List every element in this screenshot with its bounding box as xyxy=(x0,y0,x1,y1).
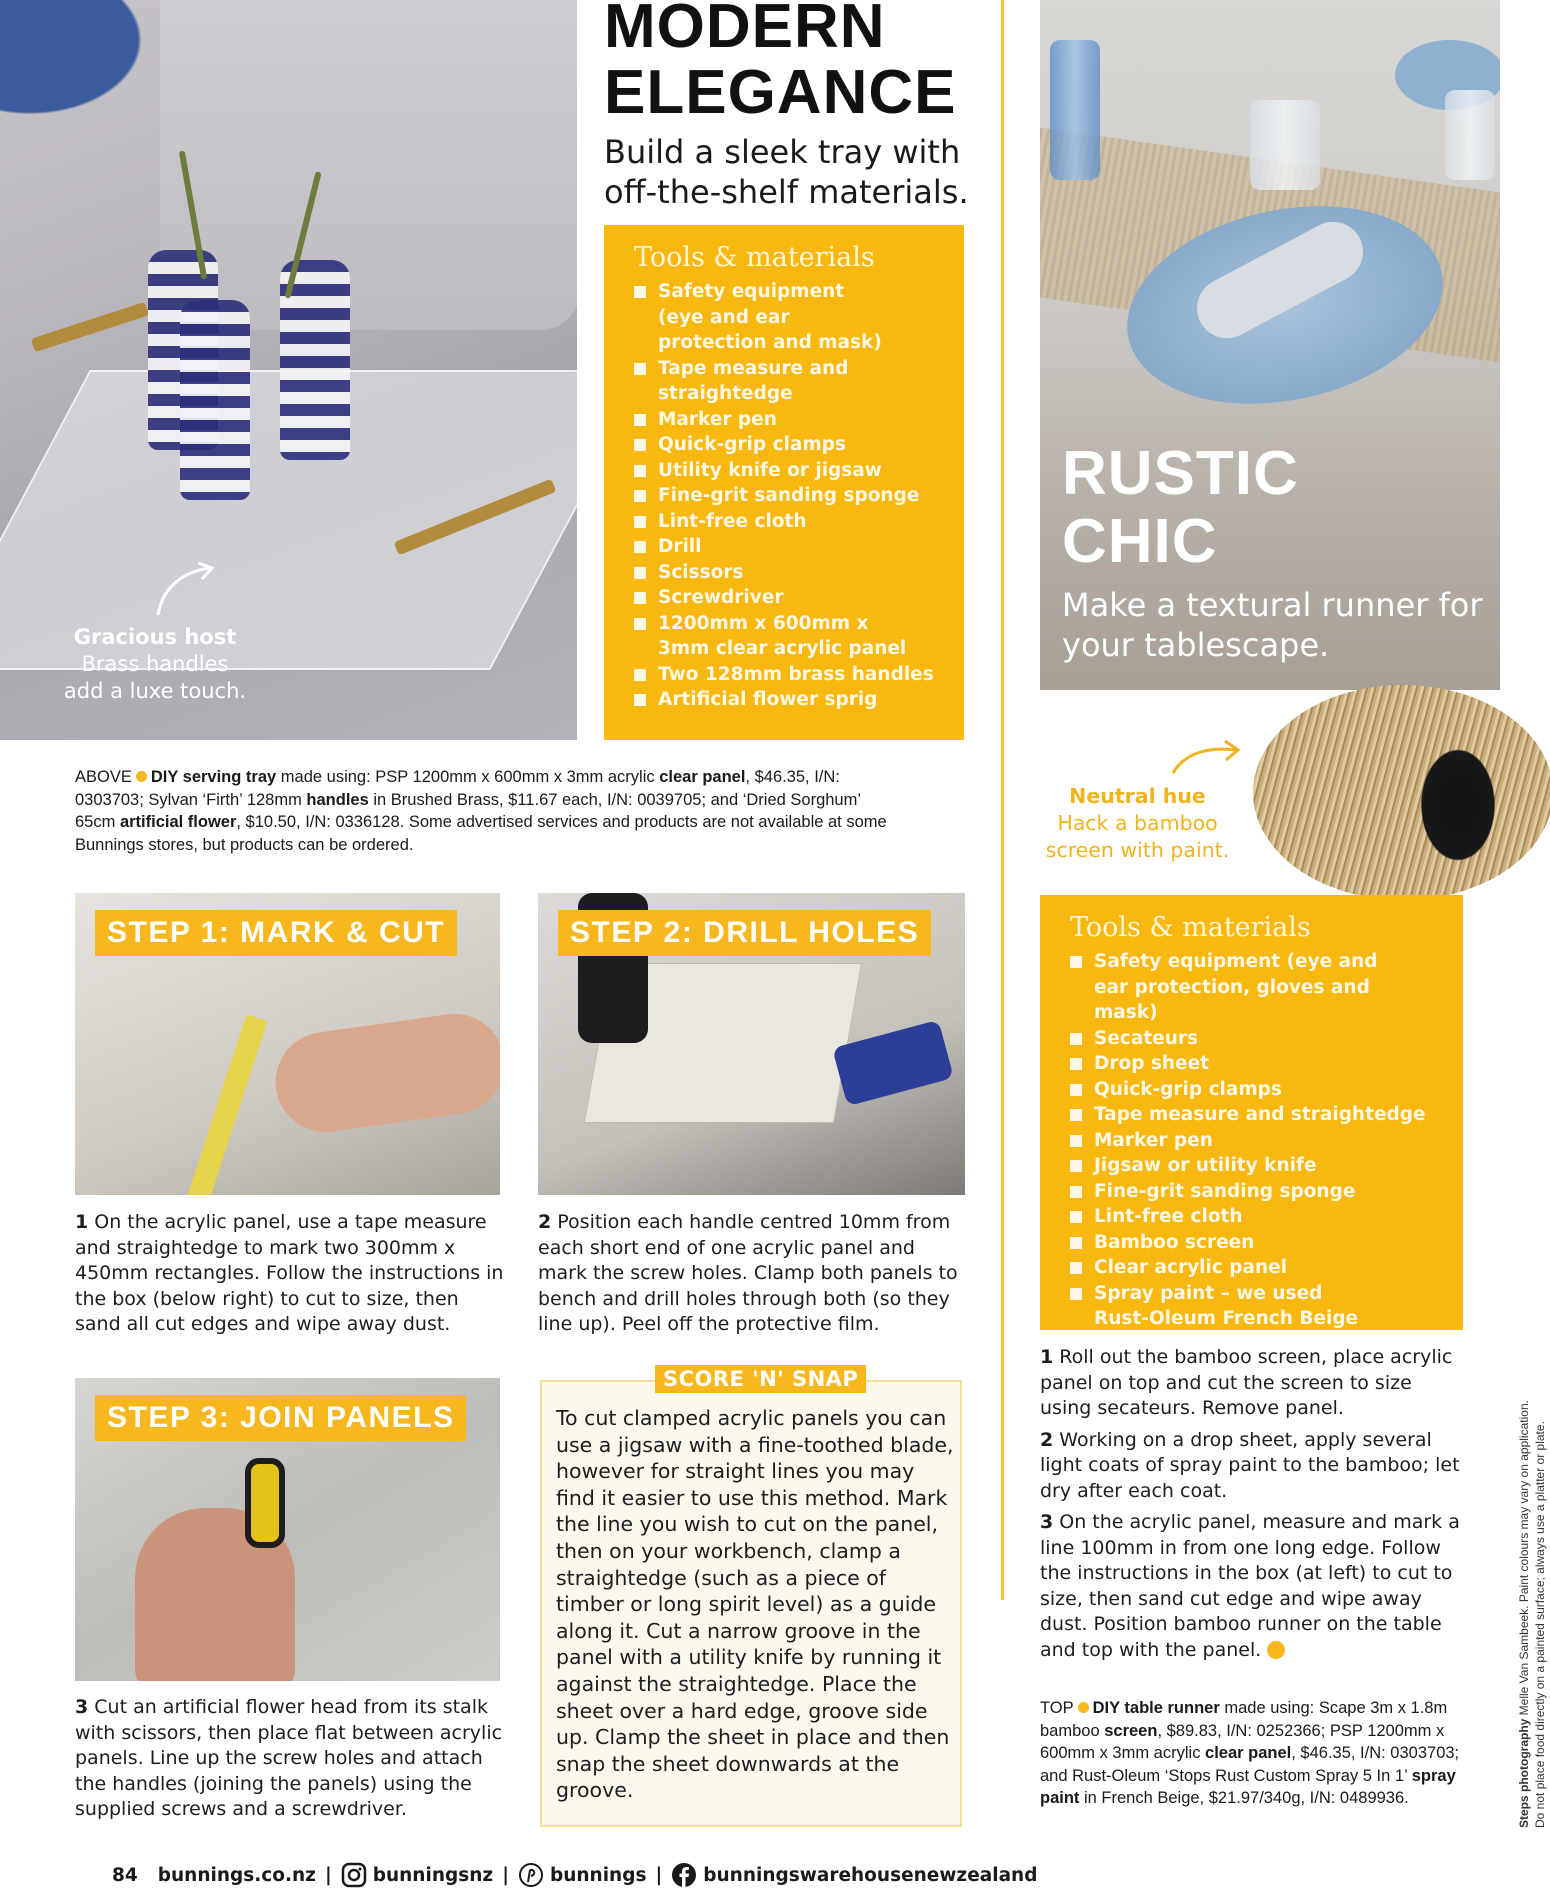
page-title-modern-elegance xyxy=(604,0,956,126)
glass-shape xyxy=(1445,90,1495,180)
tools-list-item: Safety equipment (eye and ear protection and mask) xyxy=(634,279,894,356)
title-line: CHIC xyxy=(1062,507,1218,576)
runner-steps xyxy=(1040,1345,1460,1663)
tools-materials-box-runner xyxy=(1040,895,1463,1330)
tools-list xyxy=(1070,949,1443,1332)
runner-step-2 xyxy=(1040,1428,1460,1505)
pinterest-icon xyxy=(518,1862,544,1888)
caption-prefix: ABOVE xyxy=(75,768,132,786)
page-number: 84 xyxy=(112,1864,138,1886)
website-link[interactable]: bunnings.co.nz xyxy=(157,1864,316,1886)
tools-list-item: Artificial flower sprig xyxy=(634,687,944,713)
callout-line: Hack a bamboo xyxy=(1057,811,1218,835)
subtitle-rustic-chic xyxy=(1062,585,1483,665)
subtitle-line: off-the-shelf materials. xyxy=(604,173,969,211)
hero-caption-heading: Gracious host xyxy=(73,625,237,649)
tools-list-item: Marker pen xyxy=(1070,1128,1443,1154)
tools-list-item: Lint-free cloth xyxy=(634,509,944,535)
tools-list-item: 1200mm x 600mm x 3mm clear acrylic panel xyxy=(634,611,909,662)
caption-text: made using: PSP 1200mm x 600mm x 3mm acrylic xyxy=(276,768,660,786)
step-number: 1 xyxy=(75,1211,89,1233)
caption-text: , $89.83, I/N: 0252366; PSP 1200mm x 600mm x 3mm acrylic xyxy=(1040,1721,1445,1762)
step-instruction: On the acrylic panel, use a tape measure and straightedge to mark two 300mm x 450mm rectangles. Follow the instructions in the box (below right) to cut to size, then sand all cut edges and wipe away dust. xyxy=(75,1211,504,1335)
caption-product-name: DIY serving tray xyxy=(150,768,277,786)
tools-list-item: Marker pen xyxy=(634,407,944,433)
product-caption-tray xyxy=(75,766,905,856)
brass-handle-shape xyxy=(31,302,149,352)
tools-list-item: Fine-grit sanding sponge xyxy=(634,483,944,509)
step-number: 1 xyxy=(1040,1346,1054,1368)
screwdriver-shape xyxy=(245,1458,285,1548)
tools-list-item: Utility knife or jigsaw xyxy=(634,458,944,484)
separator: | xyxy=(655,1864,663,1886)
glass-shape xyxy=(1050,40,1100,180)
runner-step-1 xyxy=(1040,1345,1460,1422)
hero-photo-table-setting xyxy=(1040,0,1500,690)
caption-bold: artificial flower xyxy=(119,813,237,831)
tools-list-item: Quick-grip clamps xyxy=(634,432,944,458)
page-title-rustic-chic xyxy=(1062,440,1299,576)
step-instruction: Position each handle centred 10mm from each short end of one acrylic panel and mark the screw holes. Clamp both panels to bench and drill holes through both (so they line up). Peel off the protective film. xyxy=(538,1211,958,1335)
caption-product-name: DIY table runner xyxy=(1092,1699,1220,1717)
caption-bold: clear panel xyxy=(1205,1744,1292,1762)
tools-list-item: Two 128mm brass handles xyxy=(634,662,944,688)
callout-line: screen with paint. xyxy=(1045,838,1230,862)
hero-photo-serving-tray xyxy=(0,0,577,740)
title-line: RUSTIC xyxy=(1062,439,1299,508)
tools-box-title: Tools & materials xyxy=(634,242,875,273)
tools-list-item: Spray paint – we used Rust-Oleum French Beige xyxy=(1070,1281,1370,1332)
page-footer xyxy=(112,1860,1037,1890)
tools-list-item: Drill xyxy=(634,534,944,560)
separator: | xyxy=(502,1864,509,1886)
tools-box-title: Tools & materials xyxy=(1070,912,1311,943)
step-number: 3 xyxy=(75,1696,89,1718)
bullet-dot-icon xyxy=(136,771,147,782)
step-3-label: STEP 3: JOIN PANELS xyxy=(95,1395,466,1441)
tip-box-text: To cut clamped acrylic panels you can use a jigsaw with a fine-toothed blade, however for straight lines you may find it easier to use this method. Mark the line you wish to cut on the panel, then on your workbench, clamp a straightedge (such as a piece of timber or long spirit level) as a guide along it. Cut a narrow groove in the panel with a utility knife by running it against the straightedge. Place the sheet over a hard edge, groove side up. Clamp the sheet in place and then snap the sheet downwards at the groove. xyxy=(556,1406,954,1803)
tools-list-item: Secateurs xyxy=(1070,1026,1443,1052)
tools-list-item: Bamboo screen xyxy=(1070,1230,1443,1256)
title-line: MODERN xyxy=(604,0,886,61)
step-number: 3 xyxy=(1040,1511,1054,1533)
caption-bold: spray paint xyxy=(1040,1766,1456,1807)
runner-step-3 xyxy=(1040,1510,1460,1663)
column-divider xyxy=(1001,0,1004,1600)
step-number: 2 xyxy=(538,1211,552,1233)
facebook-handle[interactable]: bunningswarehousenewzealand xyxy=(703,1864,1038,1886)
tools-list-item: Clear acrylic panel xyxy=(1070,1255,1443,1281)
step-1-label: STEP 1: MARK & CUT xyxy=(95,910,457,956)
bullet-dot-icon xyxy=(1078,1702,1089,1713)
tools-list-item: Jigsaw or utility knife xyxy=(1070,1153,1443,1179)
tools-list-item: Drop sheet xyxy=(1070,1051,1443,1077)
tools-list-item: Tape measure and straightedge xyxy=(1070,1102,1443,1128)
sofa-shape xyxy=(160,0,577,330)
step-instruction: Roll out the bamboo screen, place acrylic panel on top and cut the screen to size using secateurs. Remove panel. xyxy=(1040,1346,1453,1419)
subtitle-modern-elegance xyxy=(604,132,969,212)
tools-list xyxy=(634,279,944,713)
caption-text: in Brushed Brass, $11.67 each, I/N: 0039705; and ‘Dried Sorghum’ 65cm xyxy=(75,790,861,831)
tools-list-item: Fine-grit sanding sponge xyxy=(1070,1179,1443,1205)
step-2-label: STEP 2: DRILL HOLES xyxy=(558,910,931,956)
tools-list-item: Scissors xyxy=(634,560,944,586)
photo-credit-vertical xyxy=(1516,1328,1548,1828)
clamp-shape xyxy=(832,1020,954,1106)
caption-text: , $46.35, I/N: 0303703; and Rust-Oleum ‘Stops Rust Custom Spray 5 In 1’ xyxy=(1040,1744,1460,1785)
tools-list-item: Quick-grip clamps xyxy=(1070,1077,1443,1103)
callout-heading: Neutral hue xyxy=(1069,784,1206,808)
product-caption-runner xyxy=(1040,1697,1460,1810)
caption-text: in French Beige, $21.97/340g, I/N: 0489936. xyxy=(1079,1789,1409,1807)
tools-list-item: Screwdriver xyxy=(634,585,944,611)
subtitle-line: Make a textural runner for xyxy=(1062,586,1483,624)
subtitle-line: your tablescape. xyxy=(1062,626,1330,664)
facebook-icon xyxy=(671,1862,697,1888)
callout-neutral-hue xyxy=(1040,783,1235,864)
step-instruction: Working on a drop sheet, apply several light coats of spray paint to the bamboo; let dry after each coat. xyxy=(1040,1428,1460,1502)
step-2-text xyxy=(538,1210,968,1338)
end-mark-dot-icon xyxy=(1267,1641,1285,1659)
bottle-shape xyxy=(180,300,250,500)
curved-arrow-icon xyxy=(1168,738,1243,778)
hero-caption-line: Brass handles xyxy=(81,652,229,676)
credit-text: Melle Van Sambeek. Paint colours may vary on application. xyxy=(1517,1400,1531,1719)
tools-materials-box-tray xyxy=(604,225,964,740)
circle-photo-spray-painting xyxy=(1253,685,1550,900)
caption-text: , $10.50, I/N: 0336128. Some advertised services and products are not available at some Bunnings stores, but products can be ordered. xyxy=(75,813,887,854)
tools-list-item: Safety equipment (eye and ear protection, gloves and mask) xyxy=(1070,949,1410,1026)
step-number: 2 xyxy=(1040,1428,1054,1451)
hand-shape xyxy=(269,1007,500,1138)
tape-measure-shape xyxy=(185,1014,268,1195)
credit-disclaimer: Do not place food directly on a painted surface; always use a platter or plate. xyxy=(1533,1421,1547,1828)
caption-text: made using: Scape 3m x 1.8m bamboo xyxy=(1040,1699,1448,1740)
caption-bold: handles xyxy=(306,790,369,809)
instagram-icon xyxy=(341,1862,367,1888)
curved-arrow-icon xyxy=(150,560,220,620)
pinterest-handle[interactable]: bunnings xyxy=(549,1864,647,1886)
separator: | xyxy=(324,1864,332,1886)
hero-caption-line: add a luxe touch. xyxy=(63,679,247,703)
hero-caption xyxy=(55,624,255,705)
caption-text: , $46.35, I/N: 0303703; Sylvan ‘Firth’ 128mm xyxy=(75,768,840,809)
tools-list-item: Lint-free cloth xyxy=(1070,1204,1443,1230)
instagram-handle[interactable]: bunningsnz xyxy=(372,1864,494,1886)
step-1-text xyxy=(75,1210,505,1338)
title-line: ELEGANCE xyxy=(604,58,957,127)
glass-shape xyxy=(1250,100,1320,190)
tools-list-item: Tape measure and straightedge xyxy=(634,356,854,407)
step-instruction: On the acrylic panel, measure and mark a line 100mm in from one long edge. Follow the instructions in the box (at left) to cut to size, then sand cut edge and wipe away dust. Position bamboo runner on the table and top with the panel. xyxy=(1040,1511,1460,1661)
step-instruction: Cut an artificial flower head from its stalk with scissors, then place flat between acrylic panels. Line up the screw holes and attach the handles (joining the panels) using the supplied screws and a screwdriver. xyxy=(75,1696,503,1820)
caption-bold: screen xyxy=(1104,1721,1158,1740)
caption-bold: clear panel xyxy=(659,768,746,786)
step-3-text xyxy=(75,1695,505,1823)
caption-prefix: TOP xyxy=(1040,1699,1074,1717)
tip-box-label: SCORE 'N' SNAP xyxy=(655,1365,866,1393)
credit-bold: Steps photography xyxy=(1517,1718,1531,1828)
subtitle-line: Build a sleek tray with xyxy=(604,133,961,171)
